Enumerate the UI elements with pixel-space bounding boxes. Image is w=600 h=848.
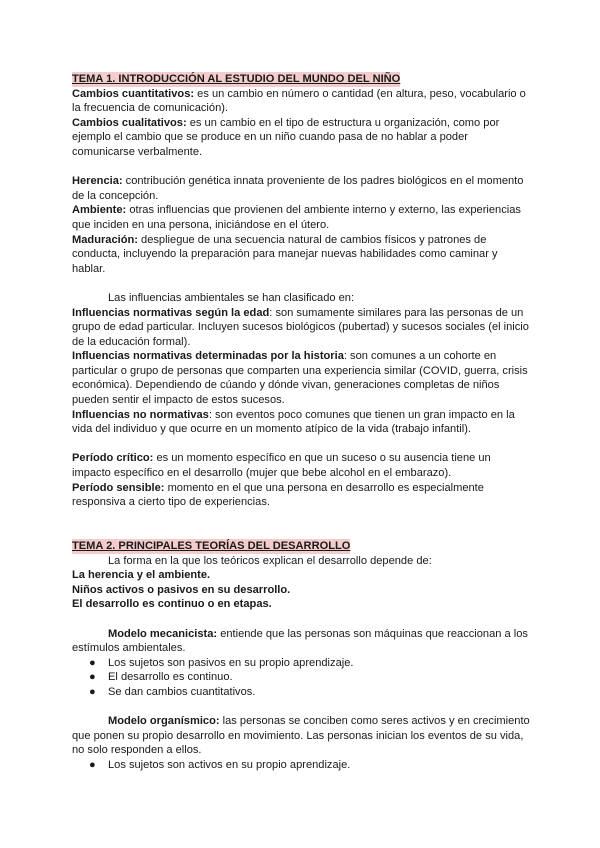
bullet-icon: ● [89, 671, 96, 684]
def-periodo-critico: Período crítico: es un momento específico en que un suceso o su ausencia tiene un impacto específico en el desarrollo (mujer que bebe alcohol en el embarazo). [72, 452, 491, 480]
influencias-intro: Las influencias ambientales se han clasificado en: [108, 291, 355, 304]
influencia-edad: Influencias normativas según la edad: son sumamente similares para las personas de un grupo de edad particular. Incluyen sucesos biológicos (pubertad) y sucesos sociales (el inicio de la educación formal). [72, 306, 529, 348]
bullet-icon: ● [89, 758, 96, 771]
modelo-organismico: Modelo organísmico: las personas se conciben como seres activos y en crecimiento que ponen su propio desarrollo en movimiento. Las personas inician los eventos de su vida, no solo responden a ellos. [72, 715, 530, 757]
def-maduracion: Maduración: despliegue de una secuencia natural de cambios físicos y patrones de conducta, incluyendo la preparación para manejar nuevas habilidades como caminar y hablar. [72, 233, 498, 275]
question-activos-pasivos: Niños activos o pasivos en su desarrollo. [72, 583, 291, 596]
tema1-title: TEMA 1. INTRODUCCIÓN AL ESTUDIO DEL MUNDO DEL NIÑO [72, 73, 401, 85]
list-item: ● Los sujetos son pasivos en su propio aprendizaje. [89, 656, 354, 669]
bullet-icon: ● [89, 656, 96, 669]
mecanicista-list [72, 656, 532, 700]
def-cambios-cualitativos: Cambios cualitativos: es un cambio en el tipo de estructura u organización, como por ejemplo el cambio que se produce en un niño cuando pasa de no hablar a poder comunicarse verbalmente. [72, 116, 500, 158]
list-item: ● El desarrollo es continuo. [89, 671, 233, 684]
influencia-no-normativa: Influencias no normativas: son eventos poco comunes que tienen un gran impacto en la vida del individuo y que ocurre en un momento atípico de la vida (trabajo infantil). [72, 408, 515, 436]
influencia-historia: Influencias normativas determinadas por la historia: son comunes a un cohorte en particular o grupo de personas que comparten una experiencia similar (COVID, guerra, crisis económica). Dependiendo de cúando y dónde vivan, generaciones completas de niños pueden sentir el impacto de estos sucesos. [72, 350, 528, 407]
document-page [72, 72, 532, 773]
tema2-title: TEMA 2. PRINCIPALES TEORÍAS DEL DESARROLLO [72, 540, 351, 552]
bullet-icon: ● [89, 685, 96, 698]
organismico-list [72, 758, 532, 773]
list-item: ● Los sujetos son activos en su propio aprendizaje. [89, 758, 351, 771]
def-herencia: Herencia: contribución genética innata proveniente de los padres biológicos en el momento de la concepción. [72, 175, 524, 202]
list-item: ● Se dan cambios cuantitativos. [89, 685, 256, 698]
def-ambiente: Ambiente: otras influencias que provienen del ambiente interno y externo, las experiencias que inciden en una persona, iniciándose en el útero. [72, 204, 521, 231]
tema2-intro: La forma en la que los teóricos explican el desarrollo depende de: [108, 554, 432, 567]
modelo-mecanicista: Modelo mecanicista: entiende que las personas son máquinas que reaccionan a los estímulos ambientales. [72, 627, 528, 655]
def-cambios-cuantitativos: Cambios cuantitativos: es un cambio en número o cantidad (en altura, peso, vocabulario o la frecuencia de comunicación). [72, 87, 526, 115]
question-herencia: La herencia y el ambiente. [72, 569, 211, 582]
question-continuo-etapas: El desarrollo es continuo o en etapas. [72, 598, 272, 611]
def-periodo-sensible: Período sensible: momento en el que una persona en desarrollo es especialmente responsiva a cierto tipo de experiencias. [72, 481, 484, 509]
